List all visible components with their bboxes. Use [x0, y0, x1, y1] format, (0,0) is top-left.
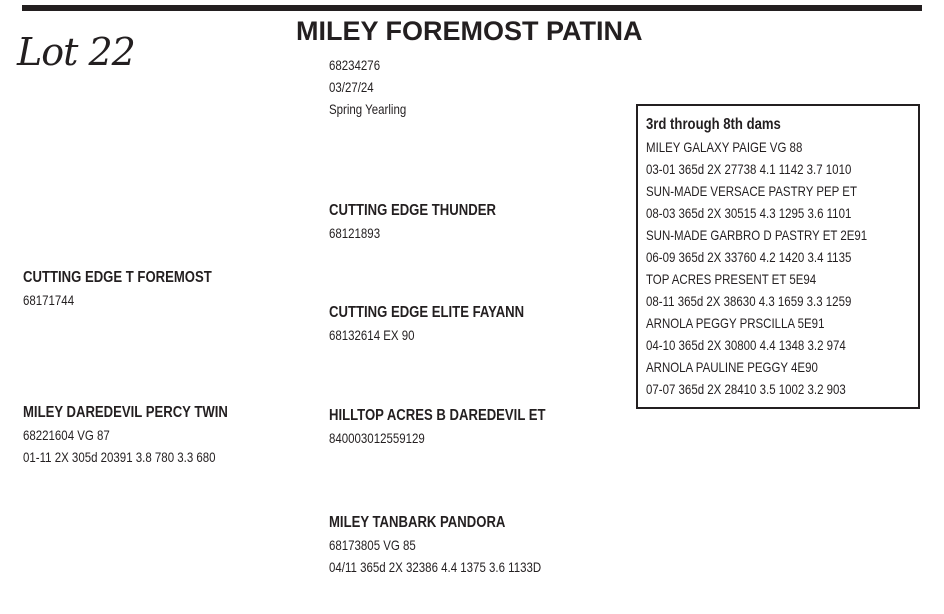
sire-reg: 68171744	[23, 292, 75, 308]
dam-dam-entry	[329, 512, 588, 578]
dam-line: 08-11 365d 2X 38630 4.3 1659 3.3 1259	[646, 293, 852, 309]
sire-dam-name: CUTTING EDGE ELITE FAYANN	[329, 304, 525, 321]
dam-dam-name: MILEY TANBARK PANDORA	[329, 514, 506, 531]
sire-sire-name: CUTTING EDGE THUNDER	[329, 202, 496, 219]
dam-dam-record: 04/11 365d 2X 32386 4.4 1375 3.6 1133D	[329, 559, 542, 575]
dam-sire-reg: 840003012559129	[329, 430, 425, 446]
dam-reg: 68221604 VG 87	[23, 427, 110, 443]
dam-line: ARNOLA PEGGY PRSCILLA 5E91	[646, 315, 825, 331]
dam-line: MILEY GALAXY PAIGE VG 88	[646, 139, 803, 155]
dam-line: ARNOLA PAULINE PEGGY 4E90	[646, 359, 818, 375]
sire-sire-reg: 68121893	[329, 225, 381, 241]
sire-entry	[23, 267, 253, 311]
dam-line: SUN-MADE GARBRO D PASTRY ET 2E91	[646, 227, 868, 243]
sire-sire-entry	[329, 200, 533, 244]
animal-name: MILEY FOREMOST PATINA	[296, 16, 643, 46]
dam-line: 04-10 365d 2X 30800 4.4 1348 3.2 974	[646, 337, 846, 353]
animal-registration: 68234276	[329, 57, 381, 73]
dam-line: SUN-MADE VERSACE PASTRY PEP ET	[646, 183, 857, 199]
dam-line: TOP ACRES PRESENT ET 5E94	[646, 271, 817, 287]
dam-sire-name: HILLTOP ACRES B DAREDEVIL ET	[329, 407, 546, 424]
dam-sire-entry	[329, 405, 593, 449]
sire-name: CUTTING EDGE T FOREMOST	[23, 269, 212, 286]
ancestral-dams-header: 3rd through 8th dams	[646, 116, 781, 133]
dam-entry	[23, 402, 273, 468]
dam-name: MILEY DAREDEVIL PERCY TWIN	[23, 404, 228, 421]
dam-record: 01-11 2X 305d 20391 3.8 780 3.3 680	[23, 449, 216, 465]
dam-line: 06-09 365d 2X 33760 4.2 1420 3.4 1135	[646, 249, 852, 265]
animal-birthdate: 03/27/24	[329, 79, 374, 95]
dam-line: 07-07 365d 2X 28410 3.5 1002 3.2 903	[646, 381, 846, 397]
top-rule	[22, 5, 922, 11]
sire-dam-reg: 68132614 EX 90	[329, 327, 415, 343]
dam-line: 08-03 365d 2X 30515 4.3 1295 3.6 1101	[646, 205, 852, 221]
dam-dam-reg: 68173805 VG 85	[329, 537, 416, 553]
animal-details	[329, 54, 423, 120]
dam-line: 03-01 365d 2X 27738 4.1 1142 3.7 1010	[646, 161, 852, 177]
sire-dam-entry	[329, 302, 567, 346]
lot-number: Lot 22	[17, 30, 135, 74]
ancestral-dams-box	[636, 104, 920, 409]
animal-class: Spring Yearling	[329, 101, 407, 117]
